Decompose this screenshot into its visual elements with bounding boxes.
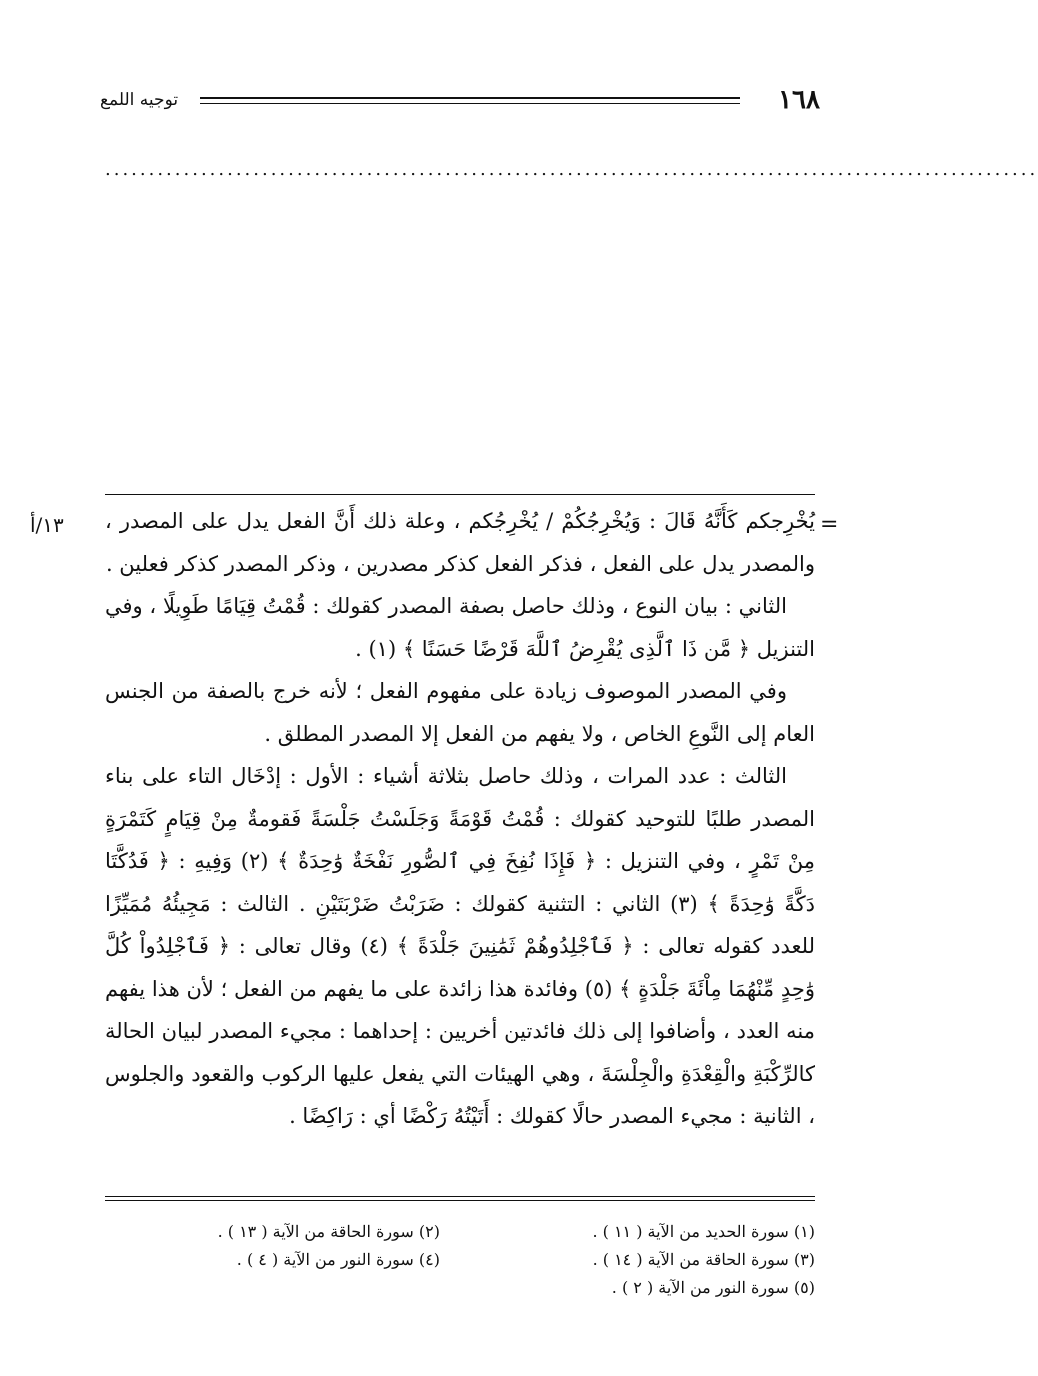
- running-title: توجيه اللمع: [100, 90, 179, 110]
- footnote-5: (٥) سورة النور من الآية ( ٢ ) .: [611, 1278, 815, 1297]
- section-separator: [105, 494, 815, 495]
- header-rule: [200, 97, 740, 104]
- footnote-2: (٢) سورة الحاقة من الآية ( ١٣ ) .: [217, 1222, 440, 1241]
- body-text: [105, 500, 815, 1138]
- paragraph-1: يُخْرِجكم كَأَنَّهُ قَالَ : وَيُخْرِجُكُمْ / يُخْرِجُكم ، وعلة ذلك أَنَّ الفعل يدل على المصدر ، والمصدر يدل على الفعل ، فذكر الفعل كذكر مصدرين ، وذكر المصدر كذكر فعلين .: [105, 509, 815, 576]
- footnote-separator: [105, 1196, 815, 1201]
- ellipsis-line: ...........................................................................................................: [105, 159, 1038, 180]
- footnote-3: (٣) سورة الحاقة من الآية ( ١٤ ) .: [592, 1250, 815, 1269]
- manuscript-folio-note: ١٣/أ: [30, 513, 64, 537]
- page-header: [100, 82, 820, 118]
- footnote-1: (١) سورة الحديد من الآية ( ١١ ) .: [592, 1222, 815, 1241]
- paragraph-2: الثاني : بيان النوع ، وذلك حاصل بصفة المصدر كقولك : قُمْتُ قِيَامًا طَوِيلًا ، وفي التنزيل ﴿ مَّن ذَا ٱلَّذِى يُقْرِضُ ٱللَّهَ قَرْضًا حَسَنًا ﴾ (١) .: [105, 594, 815, 661]
- page-number: ١٦٨: [778, 85, 820, 115]
- paragraph-4: الثالث : عدد المرات ، وذلك حاصل بثلاثة أشياء : الأول : إدْخَال التاء على بناء المصدر طلبًا للتوحيد كقولك : قُمْتُ قَوْمَةً وَجَلَسْتُ جَلْسَةً فَقومةٌ مِنْ قِيَامٍ كَتَمْرَةٍ مِنْ تَمْرٍ ، وفي التنزيل : ﴿ فَإِذَا نُفِخَ فِي ٱلصُّورِ نَفْخَةٌ وَٰحِدَةٌ ﴾ (٢) وَفِيهِ : ﴿ فَدُكَّتَا دَكَّةً وَٰحِدَةً ﴾ (٣) الثاني : التثنية كقولك : ضَرَبْتُ ضَرْبَتَيْنِ . الثالث : مَجِيئُهُ مُمَيِّزًا للعدد كقوله تعالى : ﴿ فَٱجْلِدُوهُمْ ثَمَٰنِينَ جَلْدَةً ﴾ (٤) وقال تعالى : ﴿ فَٱجْلِدُواْ كُلَّ وَٰحِدٍ مِّنْهُمَا مِاْئَةَ جَلْدَةٍ ﴾ (٥) وفائدة هذا زائدة على ما يفهم من الفعل ؛ لأن هذا يفهم منه العدد ، وأضافوا إلى ذلك فائدتين أخريين : إحداهما : مجيء المصدر لبيان الحالة كالرِّكْبَةِ والْقِعْدَةِ والْجِلْسَةَ ، وهي الهيئات التي يفعل عليها الركوب والقعود والجلوس ، الثانية : مجيء المصدر حالًا كقولك : أَتَيْتُهُ رَكْضًا أي : رَاكِضًا .: [105, 764, 816, 1128]
- continuation-mark: =: [820, 512, 839, 537]
- footnote-4: (٤) سورة النور من الآية ( ٤ ) .: [236, 1250, 440, 1269]
- footnotes: [105, 1218, 815, 1302]
- paragraph-3: وفي المصدر الموصوف زيادة على مفهوم الفعل ؛ لأنه خرج بالصفة من الجنس العام إلى النَّوعِ الخاص ، ولا يفهم من الفعل إلا المصدر المطلق .: [105, 679, 815, 746]
